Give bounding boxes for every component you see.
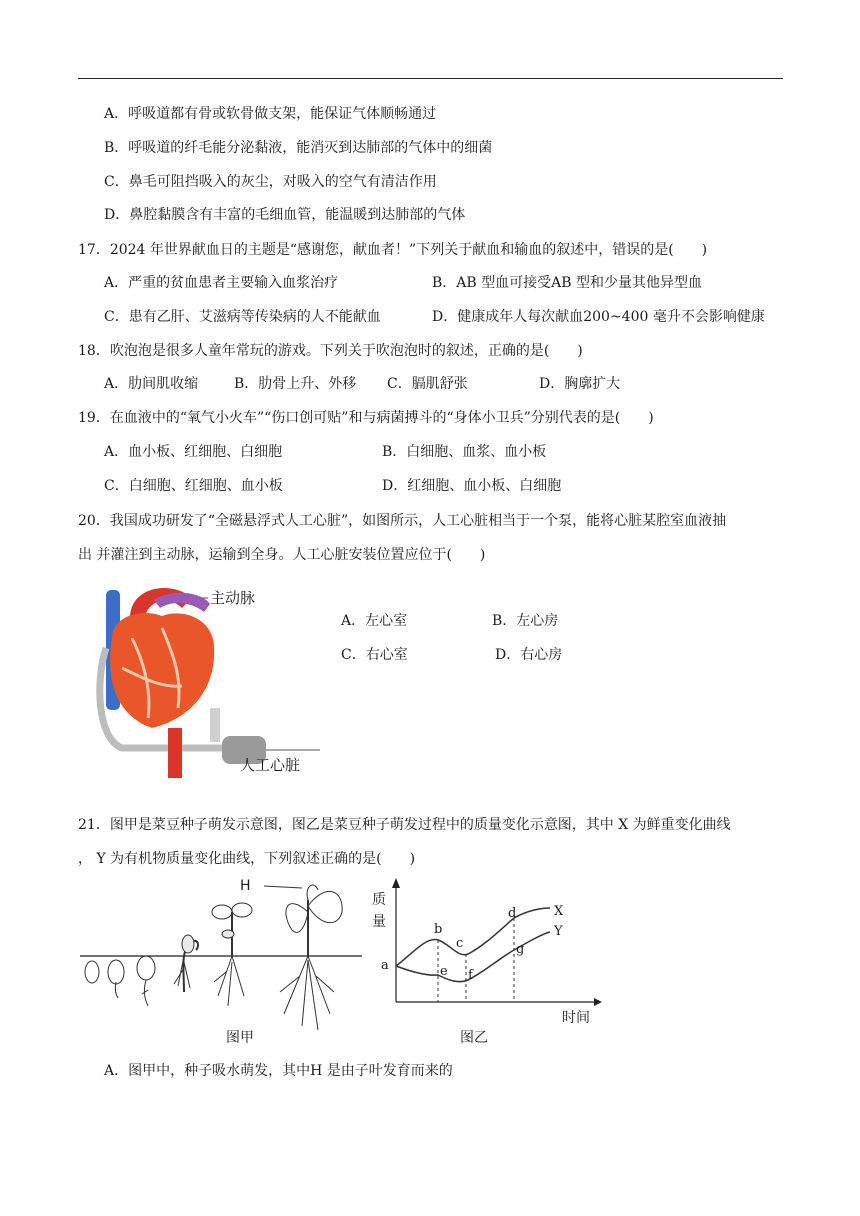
seed-stage-3-root: [142, 980, 148, 1006]
fig1-caption: 图甲: [226, 1030, 254, 1046]
point-a: a: [381, 958, 389, 973]
header-rule: [78, 78, 783, 79]
curve-x-label: X: [554, 904, 564, 919]
q20-option-a: A．左心室: [341, 613, 408, 629]
label-h-leader: [264, 886, 302, 888]
seed-stage-1: [85, 961, 99, 983]
y-axis-arrow: [392, 878, 400, 888]
label-aorta: 主动脉: [210, 589, 256, 607]
seed-stage-2: [108, 960, 124, 984]
point-b: b: [434, 922, 443, 937]
leaf-stage-5-left: [212, 905, 232, 919]
point-c: c: [456, 936, 464, 951]
q17-stem: 17．2024 年世界献血日的主题是“感谢您，献血者！”下列关于献血和输血的叙述中，错误的是( ): [78, 242, 708, 258]
q20-option-c: C．右心室: [341, 647, 408, 663]
q17-option-a: A．严重的贫血患者主要输入血浆治疗: [104, 275, 339, 291]
cotyledon-stage-5: [222, 930, 234, 938]
q19-option-a: A．血小板、红细胞、白细胞: [104, 444, 283, 460]
leaf-stage-6-right: [308, 891, 342, 922]
fig2-xlabel: 时间: [562, 1010, 590, 1026]
q20-stem-line1: 20．我国成功研发了“全磁悬浮式人工心脏”，如图所示，人工心脏相当于一个泵，能将心脏某腔室血液抽: [78, 513, 727, 529]
q20-option-d: D．右心房: [495, 647, 563, 663]
q16-option-a: A．呼吸道都有骨或软骨做支架，能保证气体顺畅通过: [104, 106, 437, 122]
leaf-stage-5-right: [232, 903, 252, 917]
q18-option-c: C．膈肌舒张: [387, 376, 468, 392]
leaf-stage-6-top: [307, 885, 318, 900]
q19-option-b: B．白细胞、血浆、血小板: [382, 444, 547, 460]
q20-option-b: B．左心房: [492, 613, 559, 629]
q19-option-d: D．红细胞、血小板、白细胞: [382, 478, 562, 494]
q20-stem-line2: 出 并灌注到主动脉，运输到全身。人工心脏安装位置应位于( ): [78, 547, 486, 563]
q16-option-c: C．鼻毛可阻挡吸入的灰尘，对吸入的空气有清洁作用: [104, 174, 437, 190]
inflow-cannula: [210, 708, 220, 742]
seed-stage-3: [137, 956, 155, 980]
seedling-roots-1: [174, 956, 190, 988]
curve-x: [396, 908, 550, 966]
leaf-stage-6-left: [286, 904, 308, 933]
fig2-caption: 图乙: [460, 1030, 488, 1046]
curve-y-label: Y: [554, 924, 563, 939]
point-g: g: [516, 942, 525, 957]
q18-option-d: D．胸廓扩大: [539, 376, 621, 392]
point-f: f: [468, 968, 473, 983]
point-d: d: [508, 906, 517, 921]
figure-seed-germination: [80, 872, 370, 1042]
q18-option-b: B．肋骨上升、外移: [234, 376, 357, 392]
label-artificial-heart: 人工心脏: [240, 756, 301, 774]
q18-stem: 18．吹泡泡是很多人童年常玩的游戏。下列关于吹泡泡时的叙述，正确的是( ): [78, 343, 583, 359]
fig2-ylabel-2: 量: [372, 914, 386, 930]
figure-mass-curves: [372, 878, 602, 1028]
q18-option-a: A．肋间肌收缩: [104, 376, 199, 392]
q19-stem: 19．在血液中的“氧气小火车”“伤口创可贴”和与病菌搏斗的“身体小卫兵”分别代表的是( ): [78, 410, 654, 426]
x-axis-arrow: [594, 998, 602, 1006]
seedling-cotyledon: [182, 935, 194, 953]
q21-stem-line2: ， Y 为有机物质量变化曲线，下列叙述正确的是( ): [78, 851, 416, 867]
descending-vessel: [168, 728, 182, 778]
q21-option-a: A．图甲中，种子吸水萌发，其中H 是由子叶发育而来的: [104, 1063, 453, 1079]
q17-option-b: B．AB 型血可接受AB 型和少量其他异型血: [432, 275, 702, 291]
q16-option-d: D．鼻腔黏膜含有丰富的毛细血管，能温暖到达肺部的气体: [104, 207, 466, 223]
q19-option-c: C．白细胞、红细胞、血小板: [104, 478, 283, 494]
fig1-label-h: H: [240, 878, 251, 894]
q21-stem-line1: 21．图甲是菜豆种子萌发示意图，图乙是菜豆种子萌发过程中的质量变化示意图，其中 X 为鲜重变化曲线: [78, 817, 731, 833]
q17-option-c: C．患有乙肝、艾滋病等传染病的人不能献血: [104, 309, 381, 325]
q16-option-b: B．呼吸道的纤毛能分泌黏液，能消灭到达肺部的气体中的细菌: [104, 140, 493, 156]
roots-stage-5: [214, 956, 244, 1006]
roots-stage-6: [280, 956, 334, 1030]
curve-y: [396, 932, 550, 982]
point-e: e: [440, 964, 448, 979]
q17-option-d: D．健康成年人每次献血200~400 毫升不会影响健康: [432, 309, 765, 325]
fig2-ylabel-1: 质: [372, 892, 386, 908]
